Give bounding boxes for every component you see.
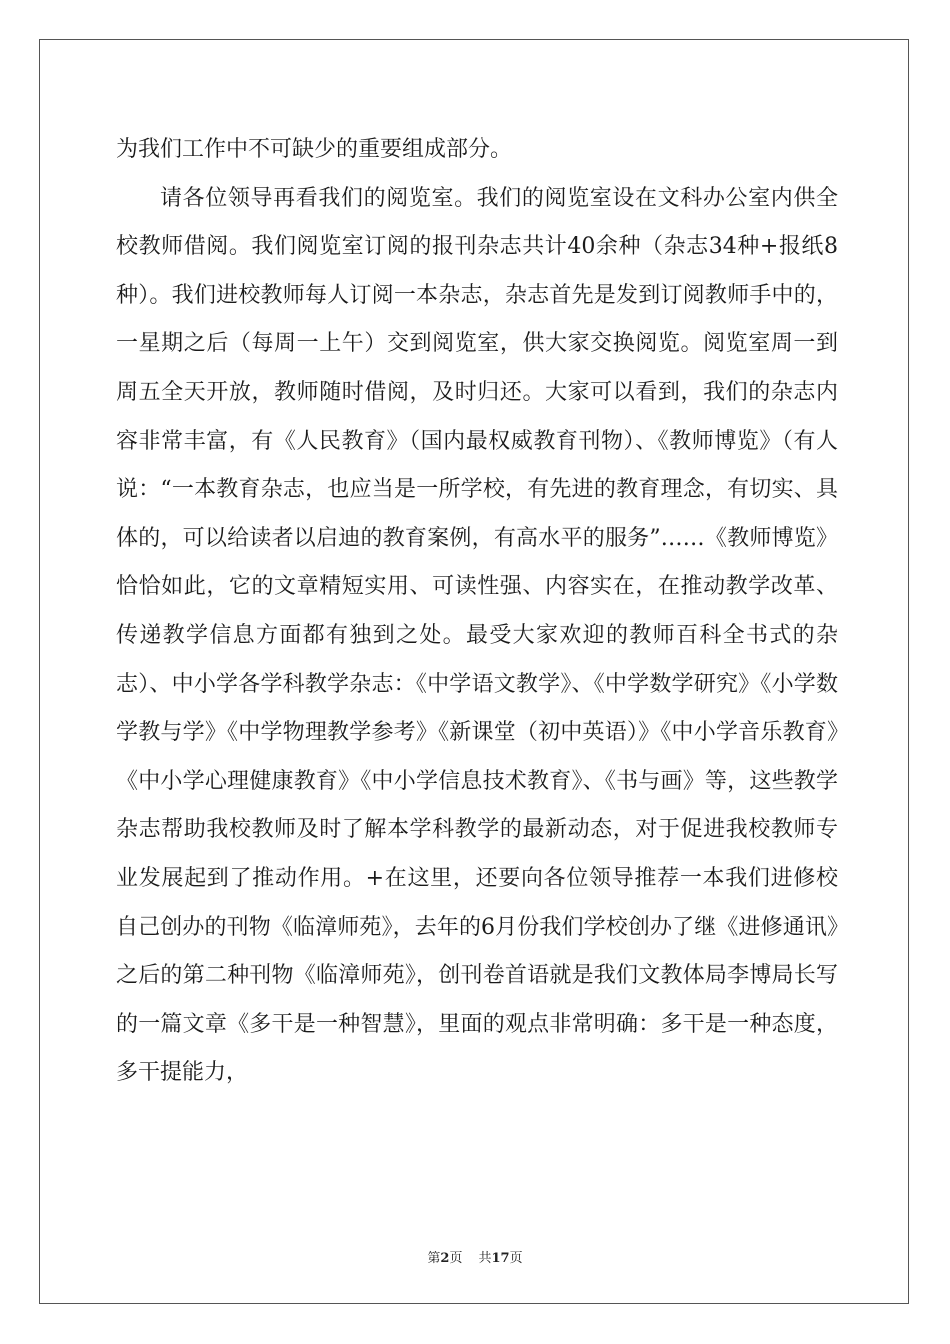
page-total: 17 [491, 1251, 510, 1266]
page-current: 2 [440, 1251, 450, 1266]
page-footer [0, 1247, 950, 1266]
page-prefix: 第 [427, 1251, 441, 1266]
total-suffix: 页 [509, 1251, 523, 1266]
total-prefix: 共 [478, 1251, 492, 1266]
page-suffix: 页 [449, 1251, 463, 1266]
paragraph-continuation: 为我们工作中不可缺少的重要组成部分。 [116, 137, 513, 162]
document-body [116, 126, 838, 1098]
paragraph-reading-room: 请各位领导再看我们的阅览室。我们的阅览室设在文科办公室内供全校教师借阅。我们阅览室订阅的报刊杂志共计40余种（杂志34种+报纸8种）。我们进校教师每人订阅一本杂志，杂志首先是发到订阅教师手中的，一星期之后（每周一上午）交到阅览室，供大家交换阅览。阅览室周一到周五全天开放，教师随时借阅，及时归还。大家可以看到，我们的杂志内容非常丰富，有《人民教育》（国内最权威教育刊物）、《教师博览》（有人说：“一本教育杂志，也应当是一所学校，有先进的教育理念，有切实、具体的，可以给读者以启迪的教育案例，有高水平的服务”……《教师博览》恰恰如此，它的文章精短实用、可读性强、内容实在，在推动教学改革、传递教学信息方面都有独到之处。最受大家欢迎的教师百科全书式的杂志）、中小学各学科教学杂志：《中学语文教学》、《中学数学研究》《小学数学教与学》《中学物理教学参考》《新课堂（初中英语）》《中小学音乐教育》《中小学心理健康教育》《中小学信息技术教育》、《书与画》等，这些教学杂志帮助我校教师及时了解本学科教学的最新动态，对于促进我校教师专业发展起到了推动作用。+在这里，还要向各位领导推荐一本我们进修校自己创办的刊物《临漳师苑》，去年的6月份我们学校创办了继《进修通讯》之后的第二种刊物《临漳师苑》，创刊卷首语就是我们文教体局李博局长写的一篇文章《多干是一种智慧》，里面的观点非常明确：多干是一种态度，多干提能力， [116, 185, 838, 1086]
